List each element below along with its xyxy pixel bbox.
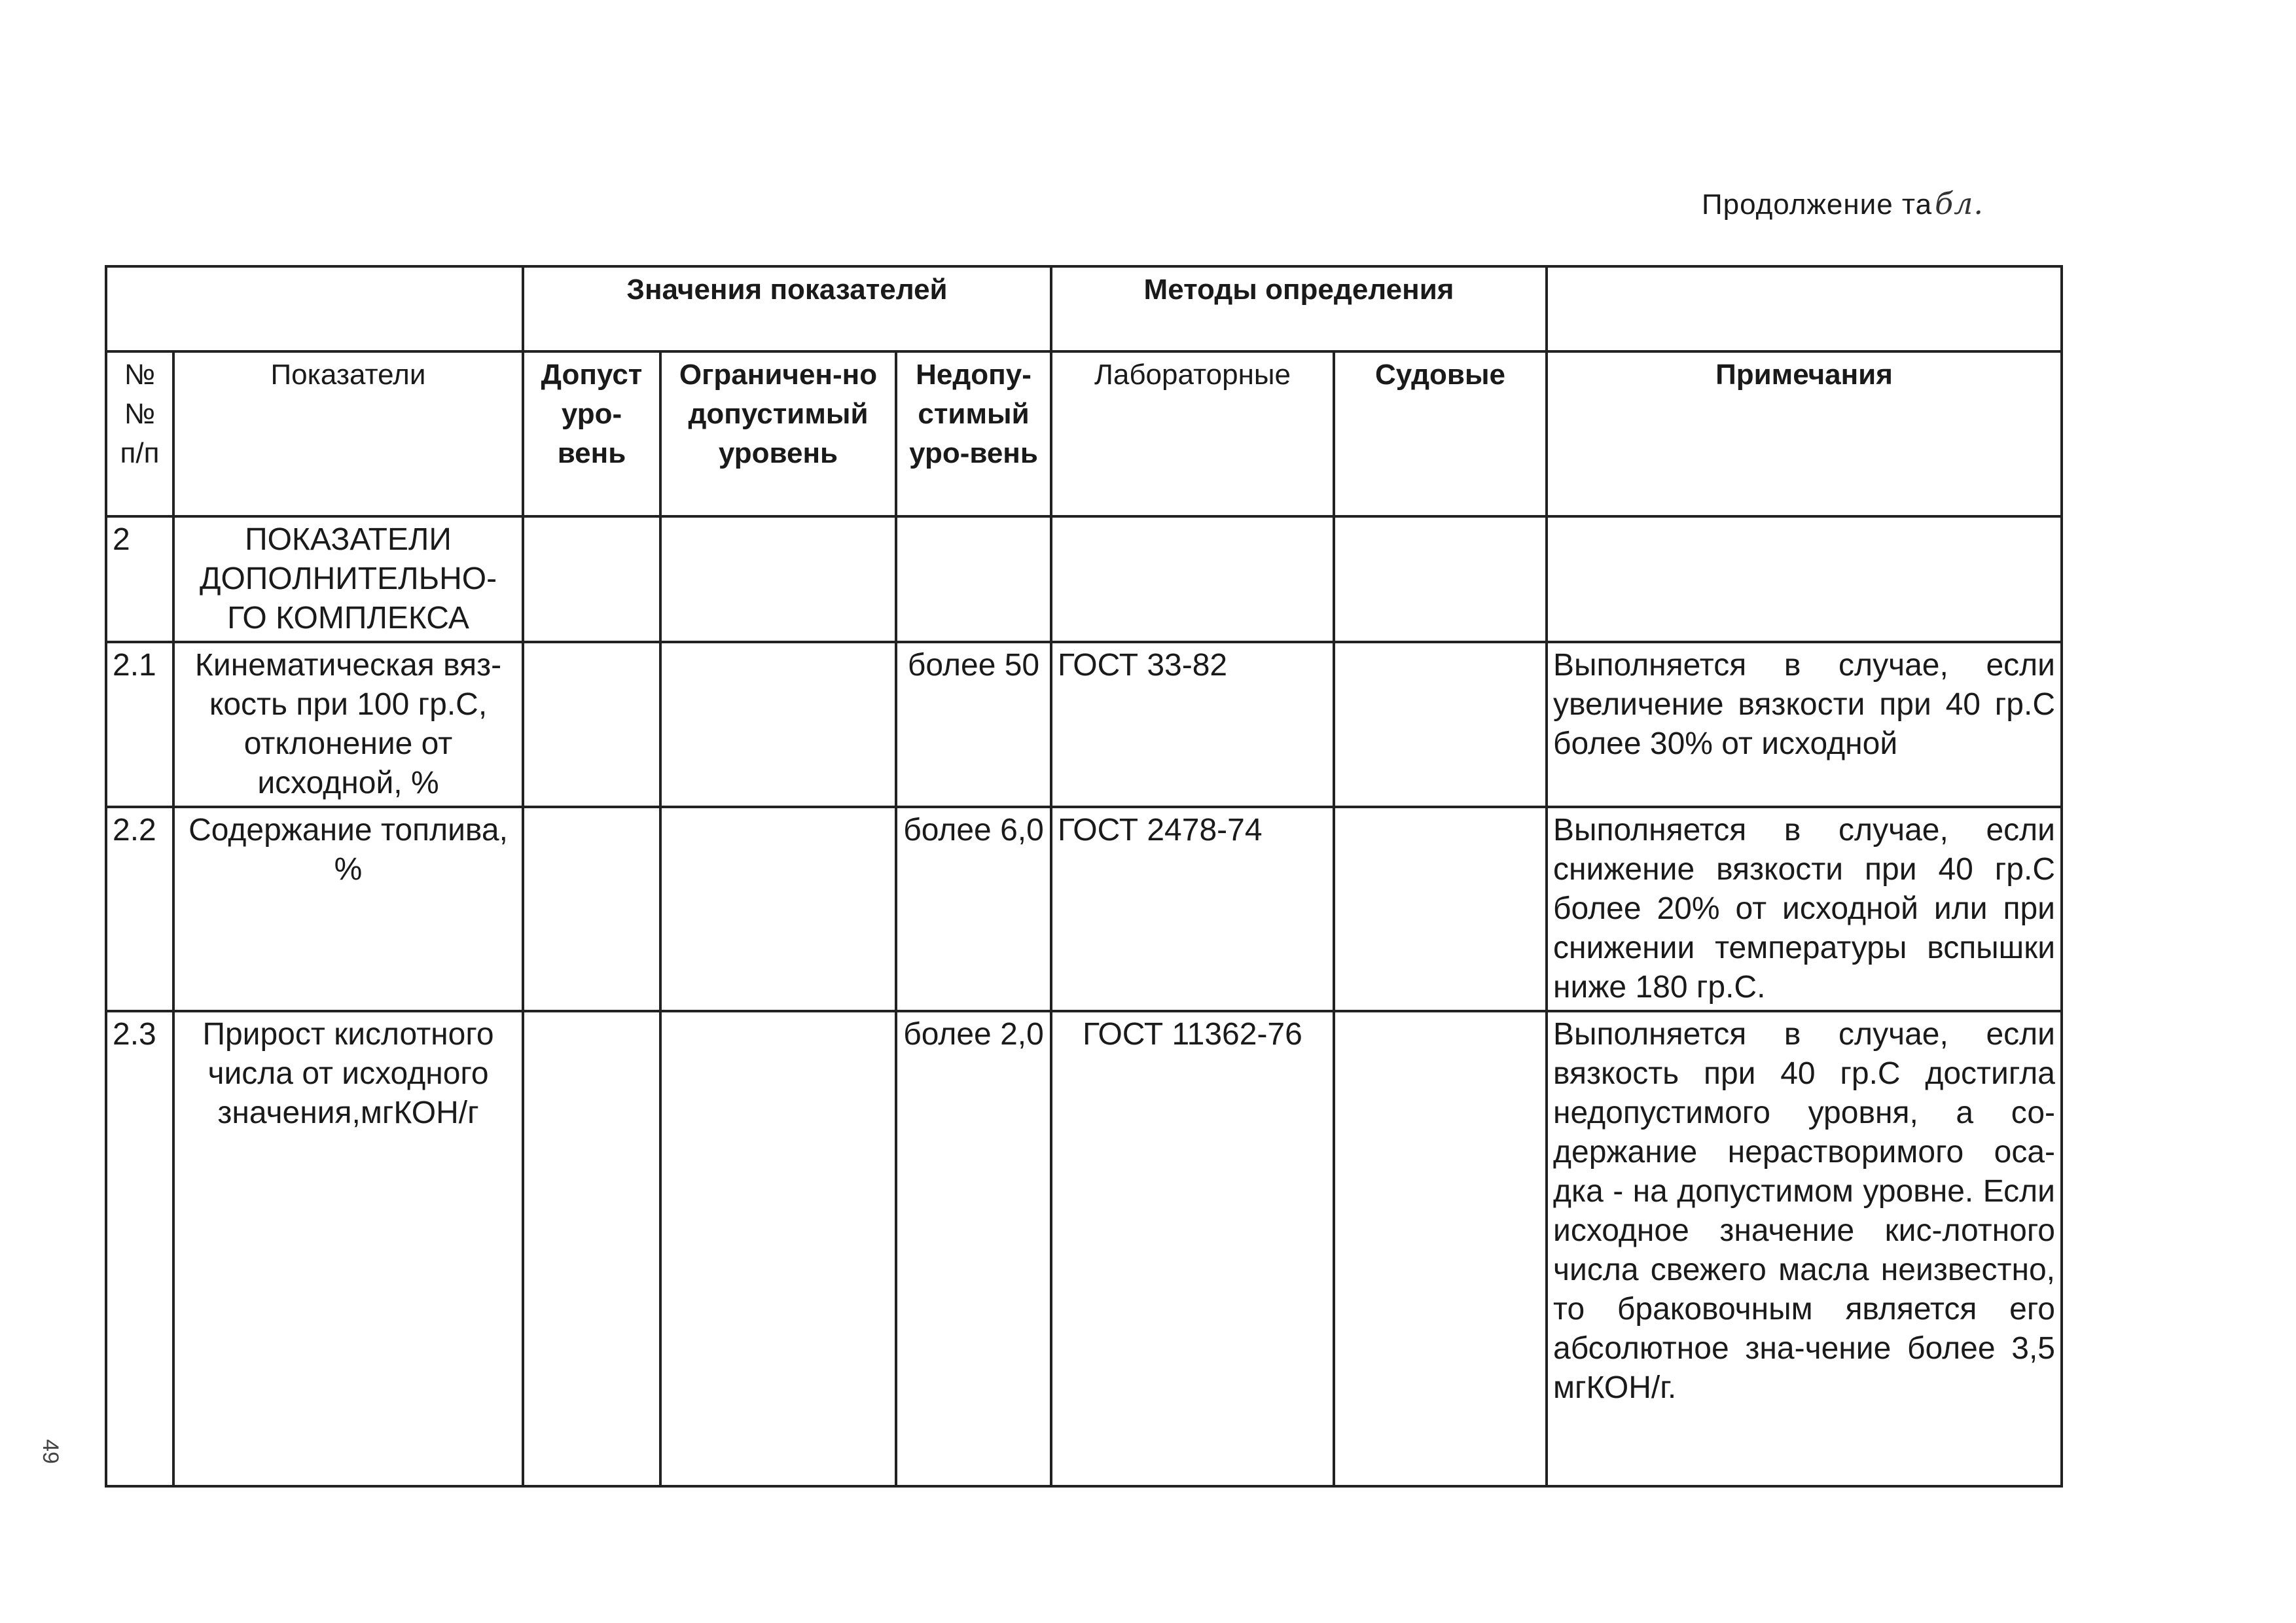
table-row [106, 642, 2062, 807]
row-limited [660, 807, 896, 1011]
row-laboratory-method: ГОСТ 11362-76 [1051, 1011, 1334, 1486]
table-row [106, 1011, 2062, 1486]
allowed-column-header: Допуст уро-вень [523, 351, 660, 516]
row-note: Выполняется в случае, если увеличение вязкости при 40 гр.С более 30% от исходной [1547, 642, 2062, 807]
row-note: Выполняется в случае, если вязкость при 40 гр.С достигла недопустимого уровня, а со-держание нерастворимого оса-дка - на допустимом уровне. Если исходное значение кис-лотного числа свежего масла неизвестно, то браковочным является его абсолютное зна-чение более 3,5 мгКОН/г. [1547, 1011, 2062, 1486]
row-number: 2 [106, 516, 173, 642]
column-header-row [106, 351, 2062, 516]
row-ship-method [1334, 642, 1547, 807]
table-continuation-caption [1702, 186, 1984, 221]
row-allowed [523, 807, 660, 1011]
row-allowed [523, 642, 660, 807]
row-limited [660, 516, 896, 642]
notes-group-blank [1547, 266, 2062, 351]
handwritten-table-number: бл. [1935, 186, 1984, 221]
indicators-table [105, 265, 2063, 1488]
row-limited [660, 1011, 896, 1486]
limited-column-header: Ограничен-но допустимый уровень [660, 351, 896, 516]
table-row [106, 807, 2062, 1011]
row-laboratory-method: ГОСТ 2478-74 [1051, 807, 1334, 1011]
row-number: 2.1 [106, 642, 173, 807]
row-not-allowed: более 6,0 [896, 807, 1051, 1011]
row-ship-method [1334, 516, 1547, 642]
row-not-allowed: более 2,0 [896, 1011, 1051, 1486]
row-not-allowed [896, 516, 1051, 642]
methods-group-header: Методы определения [1051, 266, 1547, 351]
indicators-column-header: Показатели [173, 351, 523, 516]
page-number: 49 [38, 1439, 63, 1464]
notes-column-header: Примечания [1547, 351, 2062, 516]
group-header-row [106, 266, 2062, 351]
num-column-header: № № п/п [106, 351, 173, 516]
ship-column-header: Судовые [1334, 351, 1547, 516]
values-group-header: Значения показателей [523, 266, 1051, 351]
row-allowed [523, 516, 660, 642]
row-note [1547, 516, 2062, 642]
row-indicator: Прирост кислотного числа от исходного значения,мгКОН/г [173, 1011, 523, 1486]
not-allowed-column-header: Недопу-стимый уро-вень [896, 351, 1051, 516]
row-laboratory-method: ГОСТ 33-82 [1051, 642, 1334, 807]
row-number: 2.3 [106, 1011, 173, 1486]
row-note: Выполняется в случае, если снижение вязкости при 40 гр.С более 20% от исходной или при снижении температуры вспышки ниже 180 гр.С. [1547, 807, 2062, 1011]
row-ship-method [1334, 807, 1547, 1011]
row-ship-method [1334, 1011, 1547, 1486]
row-laboratory-method [1051, 516, 1334, 642]
row-number: 2.2 [106, 807, 173, 1011]
row-indicator: Содержание топлива, % [173, 807, 523, 1011]
row-indicator: Кинематическая вяз-кость при 100 гр.С, отклонение от исходной, % [173, 642, 523, 807]
row-not-allowed: более 50 [896, 642, 1051, 807]
row-limited [660, 642, 896, 807]
row-allowed [523, 1011, 660, 1486]
row-indicator: ПОКАЗАТЕЛИ ДОПОЛНИТЕЛЬНО-ГО КОМПЛЕКСА [173, 516, 523, 642]
group-header-blank [106, 266, 523, 351]
laboratory-column-header: Лабораторные [1051, 351, 1334, 516]
table-row [106, 516, 2062, 642]
continuation-text: Продолжение та [1702, 188, 1933, 221]
